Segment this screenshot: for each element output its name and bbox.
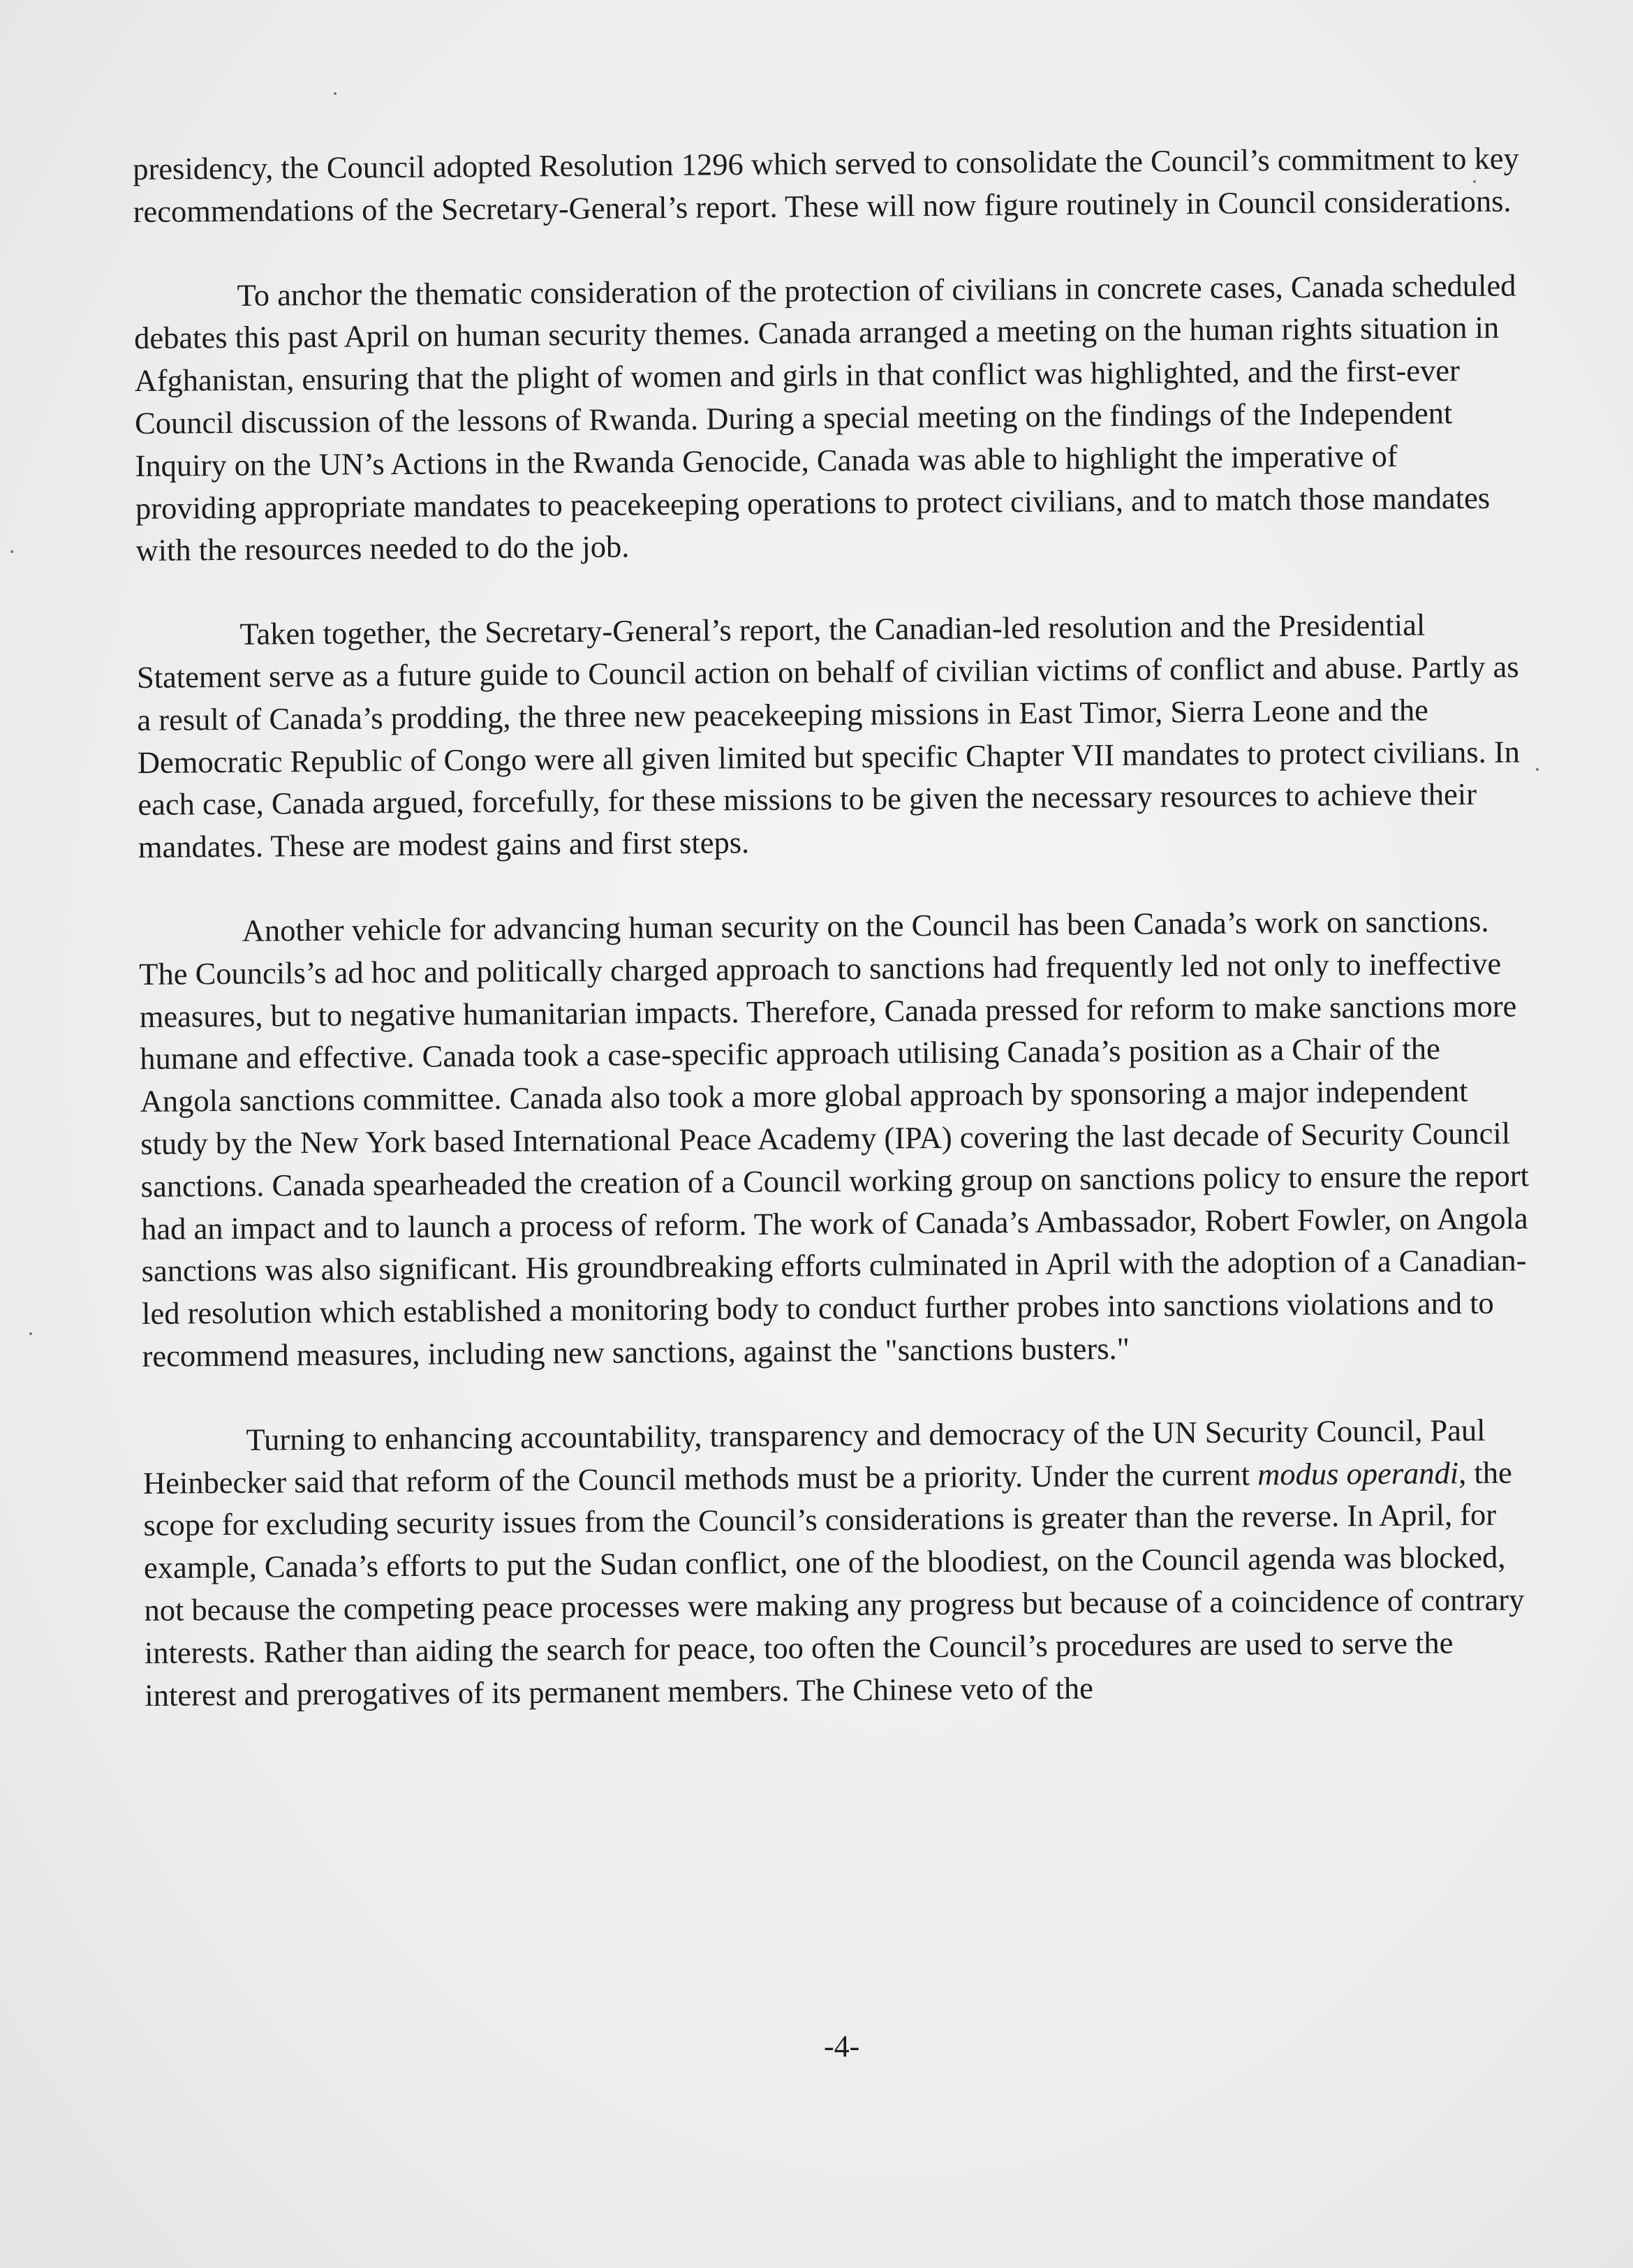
body-text: [133, 137, 1535, 1758]
scan-speck: [1536, 768, 1539, 771]
paragraph-text: , the scope for excluding security issues from the Council’s considerations is greater than the reverse. In April, for example, Canada’s efforts to put the Sudan conflict, one of the bloodiest, on the Council agenda was blocked, not because the competing peace processes were making any progress but because of a coincidence of contrary interests. Rather than aiding the search for peace, too often the Council’s procedures are used to serve the interest and prerogatives of its permanent members. The Chinese veto of the: [143, 1455, 1525, 1713]
italic-term: modus operandi: [1257, 1455, 1459, 1492]
scan-speck: [29, 1332, 32, 1335]
paragraph: Taken together, the Secretary-General’s report, the Canadian-led resolution and the Presidential Statement serve as a future guide to Council action on behalf of civilian victims of conflict and abuse. Partly as a result of Canada’s prodding, the three new peacekeeping missions in East Timor, Sierra Leone and the Democratic Republic of Congo were all given limited but specific Chapter VII mandates to protect civilians. In each case, Canada argued, forcefully, for these missions to be given the necessary resources to achieve their mandates. These are modest gains and first steps.: [136, 607, 1521, 865]
paragraph: presidency, the Council adopted Resolution 1296 which served to consolidate the Council’s commitment to key recommendations of the Secretary-General’s report. These will now figure routinely in Council considerations.: [133, 140, 1520, 229]
scan-speck: [10, 550, 13, 553]
paragraph: To anchor the thematic consideration of the protection of civilians in concrete cases, Canada scheduled debates this past April on human security themes. Canada arranged a meeting on the human rights situation in Afghanistan, ensuring that the plight of women and girls in that conflict was highlighted, and the first-ever Council discussion of the lessons of Rwanda. During a special meeting on the findings of the Independent Inquiry on the UN’s Actions in the Rwanda Genocide, Canada was able to highlight the imperative of providing appropriate mandates to peacekeeping operations to protect civilians, and to match those mandates with the resources needed to do the job.: [133, 267, 1516, 568]
paragraph: Another vehicle for advancing human security on the Council has been Canada’s work on sanctions. The Councils’s ad hoc and politically charged approach to sanctions had frequently led not only to ineffective measures, but to negative humanitarian impacts. Therefore, Canada pressed for reform to make sanctions more humane and effective. Canada took a case-specific approach utilising Canada’s position as a Chair of the Angola sanctions committee. Canada also took a more global approach by sponsoring a major independent study by the New York based International Peace Academy (IPA) covering the last decade of Security Council sanctions. Canada spearheaded the creation of a Council working group on sanctions policy to ensure the report had an impact and to launch a process of reform. The work of Canada’s Ambassador, Robert Fowler, on Angola sanctions was also significant. His groundbreaking efforts culminated in April with the adoption of a Canadian-led resolution which established a monitoring body to conduct further probes into sanctions violations and to recommend measures, including new sanctions, against the "sanctions busters.": [139, 903, 1530, 1374]
paragraph-text: Turning to enhancing accountability, transparency and democracy of the UN Security Council, Paul Heinbecker said that reform of the Council methods must be a priority. Under the current: [142, 1412, 1486, 1501]
scan-speck: [334, 92, 337, 95]
page-number: -4-: [824, 2029, 860, 2063]
paragraph: [142, 1408, 1534, 1716]
